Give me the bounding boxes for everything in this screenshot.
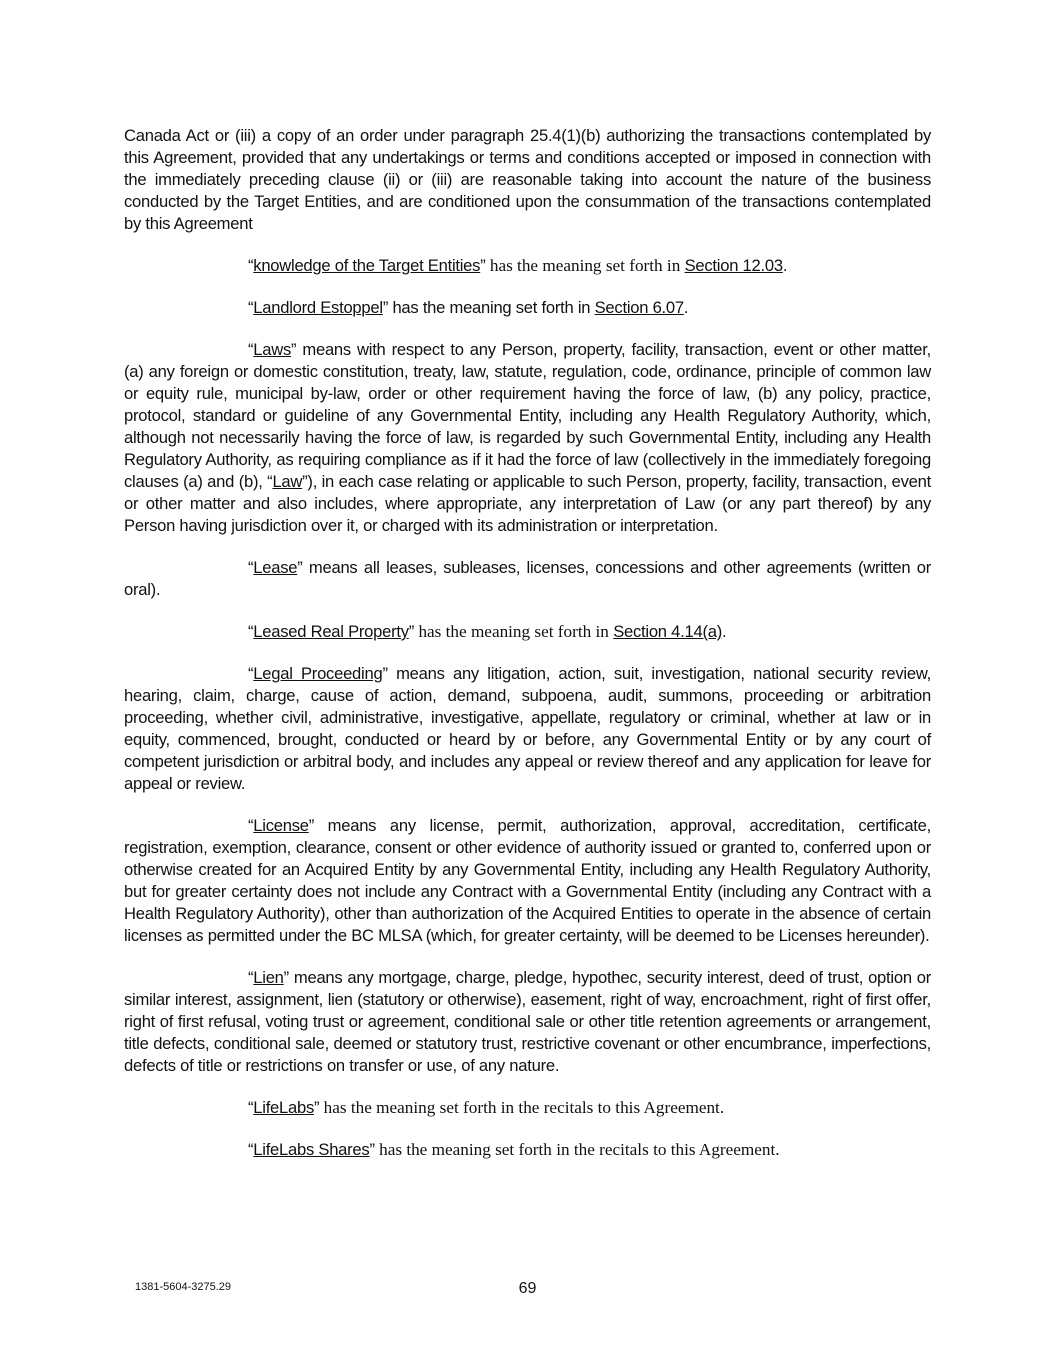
document-id: 1381-5604-3275.29 [135, 1281, 232, 1293]
defined-term: Leased Real Property [253, 622, 409, 641]
definition-text: has the meaning set forth in the recitals to this Agreement. [323, 1098, 725, 1117]
definition-text: has the meaning set forth in the recitals to this Agreement. [379, 1140, 780, 1159]
definition-legal-proceeding: “Legal Proceeding” means any litigation, action, suit, investigation, national security review, hearing, claim, charge, cause of action, demand, subpoena, audit, summons, proceeding or arbitration proceeding, whether civil, administrative, investigative, appellate, regulatory or criminal, whether at law or in equity, commenced, brought, conducted or heard by or before, any Governmental Entity or by any court of competent jurisdiction or arbitral body, and includes any appeal or review thereof and any application for leave for appeal or review. [124, 664, 931, 793]
document-page [124, 125, 931, 1181]
definition-laws: “Laws” means with respect to any Person, property, facility, transaction, event or other matter, (a) any foreign or domestic constitution, treaty, law, statute, regulation, code, ordinance, principle of common law or equity rule, municipal by-law, order or other requirement having the force of law, (b) any policy, practice, protocol, standard or guideline of any Governmental Entity, including any Health Regulatory Authority, which, although not necessarily having the force of law, is regarded by such Governmental Entity, including any Health Regulatory Authority, as requiring compliance as if it had the force of law (collectively in the immediately foregoing clauses (a) and (b), “Law”), in each case relating or applicable to such Person, property, facility, transaction, event or other matter and also includes, where appropriate, any interpretation of Law (or any part thereof) by any Person having jurisdiction over it, or charged with its administration or interpretation. [124, 340, 931, 535]
definition-license: “License” means any license, permit, authorization, approval, accreditation, certificate, registration, exemption, clearance, consent or other evidence of authority issued or granted to, conferred upon or otherwise created for an Acquired Entity by any Governmental Entity, including any Health Regulatory Authority, but for greater certainty does not include any Contract with a Governmental Entity (including any Contract with a Health Regulatory Authority), other than authorization of the Acquired Entities to operate in the absence of certain licenses as permitted under the BC MLSA (which, for greater certainty, will be deemed to be Licenses hereunder). [124, 816, 931, 945]
section-reference: Section 12.03 [684, 256, 783, 275]
definition-text: means with respect to any Person, property, facility, transaction, event or other matter, (a) any foreign or domestic constitution, treaty, law, statute, regulation, code, ordinance, principle of common law or equity rule, municipal by-law, order or other requirement having the force of law, (b) any policy, practice, protocol, standard or guideline of any Governmental Entity, including any Health Regulatory Authority, which, although not necessarily having the force of law, is regarded by such Governmental Entity, including any Health Regulatory Authority, as requiring compliance as if it had the force of law (collectively in the immediately foregoing clauses (a) and (b), “ [124, 340, 931, 491]
definition-text: means any litigation, action, suit, investigation, national security review, hearing, claim, charge, cause of action, demand, subpoena, audit, summons, proceeding or arbitration proceeding, whether civil, administrative, investigative, appellate, regulatory or criminal, whether at law or in equity, commenced, brought, conducted or heard by or before, any Governmental Entity or by any court of competent jurisdiction or arbitral body, and includes any appeal or review thereof and any application for leave for appeal or review. [124, 664, 931, 793]
definition-text: means any license, permit, authorization, approval, accreditation, certificate, registration, exemption, clearance, consent or other evidence of authority issued or granted to, conferred upon or otherwise created for an Acquired Entity by any Governmental Entity, including any Health Regulatory Authority, but for greater certainty does not include any Contract with a Governmental Entity (including any Contract with a Health Regulatory Authority), other than authorization of the Acquired Entities to operate in the absence of certain licenses as permitted under the BC MLSA (which, for greater certainty, will be deemed to be Licenses hereunder). [124, 816, 931, 945]
defined-term: Law [272, 472, 303, 491]
definition-text: has the meaning set forth in [489, 256, 685, 275]
defined-term: Legal Proceeding [253, 664, 383, 683]
definition-text: has the meaning set forth in [418, 622, 614, 641]
defined-term: Lease [253, 558, 298, 577]
definition-text: means all leases, subleases, licenses, concessions and other agreements (written or oral). [124, 558, 931, 599]
definition-text: has the meaning set forth in [392, 298, 595, 317]
defined-term: LifeLabs [253, 1098, 315, 1117]
definition-text: . [721, 622, 727, 641]
defined-term: License [253, 816, 309, 835]
defined-term: Laws [253, 340, 292, 359]
definition-lifelabs: “LifeLabs” has the meaning set forth in the recitals to this Agreement. [248, 1098, 725, 1117]
definition-lien: “Lien” means any mortgage, charge, pledge, hypothec, security interest, deed of trust, option or similar interest, assignment, lien (statutory or otherwise), easement, right of way, encroachment, right of first offer, right of first refusal, voting trust or agreement, conditional sale or other title retention agreements or arrangement, title defects, conditional sale, deemed or statutory trust, restrictive covenant or other encumbrance, imperfections, defects of title or restrictions on transfer or use, of any nature. [124, 968, 932, 1075]
definition-text: means any mortgage, charge, pledge, hypothec, security interest, deed of trust, option or similar interest, assignment, lien (statutory or otherwise), easement, right of way, encroachment, right of first offer, right of first refusal, voting trust or agreement, conditional sale or other title retention agreements or arrangement, title defects, conditional sale, deemed or statutory trust, restrictive covenant or other encumbrance, imperfections, defects of title or restrictions on transfer or use, of any nature. [124, 968, 932, 1075]
intro-paragraph: Canada Act or (iii) a copy of an order under paragraph 25.4(1)(b) authorizing the transactions contemplated by this Agreement, provided that any undertakings or terms and conditions accepted or imposed in connection with the immediately preceding clause (ii) or (iii) are reasonable taking into account the nature of the business conducted by the Target Entities, and are conditioned upon the consummation of the transactions contemplated by this Agreement [124, 126, 931, 233]
definition-text: . [683, 298, 689, 317]
defined-term: Lien [253, 968, 284, 987]
section-reference: Section 6.07 [594, 298, 684, 317]
definition-lease: “Lease” means all leases, subleases, licenses, concessions and other agreements (written or oral). [124, 558, 931, 599]
definition-leased-real-property: “Leased Real Property” has the meaning set forth in Section 4.14(a). [248, 622, 727, 641]
page-number: 69 [518, 1280, 537, 1297]
defined-term: LifeLabs Shares [253, 1140, 370, 1159]
defined-term: knowledge of the Target Entities [253, 256, 481, 275]
section-reference: Section 4.14(a) [613, 622, 722, 641]
definition-text: . [782, 256, 788, 275]
definition-text: ”), in each case relating or applicable to such Person, property, facility, transaction, event or other matter and also includes, where appropriate, any interpretation of Law (or any part thereof) by any Person having jurisdiction over it, or charged with its administration or interpretation. [124, 472, 931, 535]
definition-lifelabs-shares: “LifeLabs Shares” has the meaning set forth in the recitals to this Agreement. [248, 1140, 780, 1159]
defined-term: Landlord Estoppel [253, 298, 383, 317]
definition-knowledge-of-target-entities: “knowledge of the Target Entities” has the meaning set forth in Section 12.03. [248, 256, 788, 275]
definition-landlord-estoppel: “Landlord Estoppel” has the meaning set forth in Section 6.07. [248, 298, 689, 317]
